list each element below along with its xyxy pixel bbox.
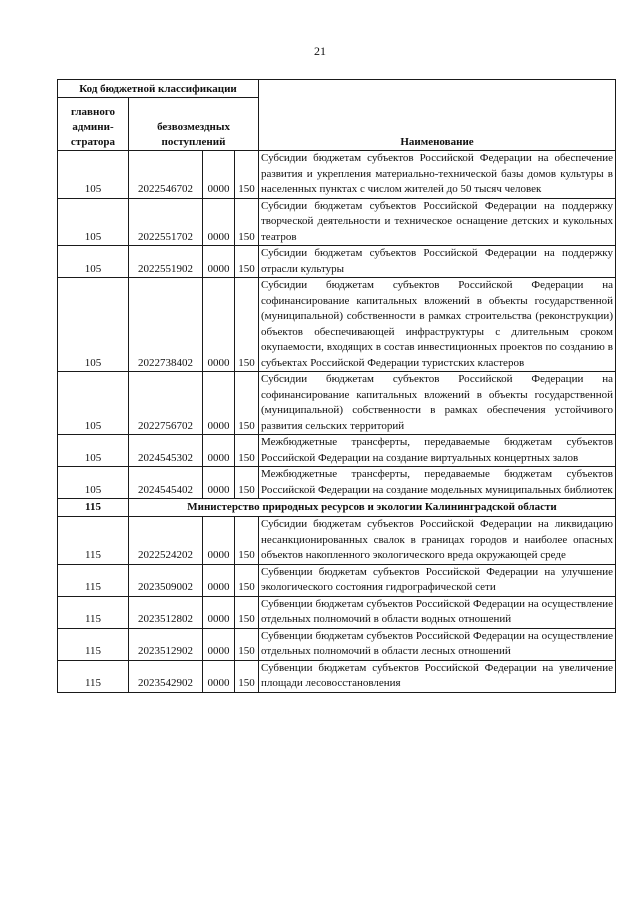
subtype-code-cell: 0000 [203,467,235,499]
subtype-code-cell: 0000 [203,660,235,692]
subtype-code-cell: 0000 [203,278,235,372]
element-code-cell: 150 [235,517,259,565]
admin-code-cell: 105 [58,151,129,199]
header-income-column: безвозмездных поступлений [129,98,259,151]
admin-code-cell: 115 [58,596,129,628]
table-row [58,564,616,596]
name-cell: Субвенции бюджетам субъектов Российской Федерации на увеличение площади лесовосстановления [259,660,616,692]
subtype-code-cell: 0000 [203,151,235,199]
name-cell: Субсидии бюджетам субъектов Российской Федерации на поддержку творческой деятельности и техническое оснащение детских и кукольных театров [259,198,616,246]
subtype-code-cell: 0000 [203,246,235,278]
admin-code-cell: 105 [58,246,129,278]
name-cell: Субсидии бюджетам субъектов Российской Федерации на софинансирование капитальных вложений в объекты государственной (муниципальной) собственности в рамках строительства (реконструкции) объектов обеспечивающей инфраструктуры с длительным сроком окупаемости, входящих в состав инвестиционных проектов по созданию в субъектах Российской Федерации туристских кластеров [259,278,616,372]
subtype-code-cell: 0000 [203,596,235,628]
ministry-name: Министерство природных ресурсов и экологии Калининградской области [129,499,616,517]
name-cell: Субсидии бюджетам субъектов Российской Федерации на софинансирование капитальных вложений в объекты государственной (муниципальной) собственности в рамках обеспечения устойчивого развития сельских территорий [259,372,616,435]
income-code-cell: 2023509002 [129,564,203,596]
table-row [58,517,616,565]
table-row [58,198,616,246]
table-row [58,151,616,199]
admin-code-cell: 105 [58,278,129,372]
table-row [58,372,616,435]
name-cell: Межбюджетные трансферты, передаваемые бюджетам субъектов Российской Федерации на создание модельных муниципальных библиотек [259,467,616,499]
element-code-cell: 150 [235,467,259,499]
table-row [58,435,616,467]
admin-code-cell: 105 [58,372,129,435]
income-code-cell: 2022551702 [129,198,203,246]
table-row [58,660,616,692]
name-cell: Субсидии бюджетам субъектов Российской Федерации на поддержку отрасли культуры [259,246,616,278]
admin-code-cell: 105 [58,435,129,467]
name-cell: Субсидии бюджетам субъектов Российской Федерации на обеспечение развития и укрепления материально-технической базы домов культуры в населенных пунктах с числом жителей до 50 тысяч человек [259,151,616,199]
name-cell: Субвенции бюджетам субъектов Российской Федерации на осуществление отдельных полномочий в области лесных отношений [259,628,616,660]
table-row [58,596,616,628]
income-code-cell: 2023512902 [129,628,203,660]
income-code-cell: 2024545402 [129,467,203,499]
income-code-cell: 2022738402 [129,278,203,372]
budget-classification-table [57,79,616,693]
income-code-cell: 2023512802 [129,596,203,628]
admin-code-cell: 105 [58,198,129,246]
admin-code-cell: 105 [58,467,129,499]
element-code-cell: 150 [235,435,259,467]
element-code-cell: 150 [235,151,259,199]
name-cell: Субвенции бюджетам субъектов Российской Федерации на осуществление отдельных полномочий в области водных отношений [259,596,616,628]
table-row [58,628,616,660]
table-row [58,278,616,372]
subtype-code-cell: 0000 [203,198,235,246]
subtype-code-cell: 0000 [203,564,235,596]
name-cell: Межбюджетные трансферты, передаваемые бюджетам субъектов Российской Федерации на создание виртуальных концертных залов [259,435,616,467]
header-row-group [58,80,616,98]
income-code-cell: 2022551902 [129,246,203,278]
subtype-code-cell: 0000 [203,628,235,660]
name-cell: Субсидии бюджетам субъектов Российской Федерации на ликвидацию несанкционированных свалок в границах городов и наиболее опасных объектов накопленного экологического вреда окружающей среде [259,517,616,565]
subtype-code-cell: 0000 [203,372,235,435]
ministry-row [58,499,616,517]
admin-code-cell: 115 [58,660,129,692]
subtype-code-cell: 0000 [203,435,235,467]
element-code-cell: 150 [235,564,259,596]
element-code-cell: 150 [235,372,259,435]
income-code-cell: 2022546702 [129,151,203,199]
header-admin-column: главного админи-стратора [58,98,129,151]
name-cell: Субвенции бюджетам субъектов Российской Федерации на улучшение экологического состояния гидрографической сети [259,564,616,596]
admin-code-cell: 115 [58,517,129,565]
table-row [58,246,616,278]
table-row [58,467,616,499]
element-code-cell: 150 [235,660,259,692]
admin-code-cell: 115 [58,628,129,660]
ministry-admin-code: 115 [58,499,129,517]
admin-code-cell: 115 [58,564,129,596]
element-code-cell: 150 [235,596,259,628]
income-code-cell: 2024545302 [129,435,203,467]
element-code-cell: 150 [235,278,259,372]
page-number: 21 [314,44,326,58]
element-code-cell: 150 [235,198,259,246]
element-code-cell: 150 [235,628,259,660]
header-group-title: Код бюджетной классификации [58,80,259,98]
income-code-cell: 2022524202 [129,517,203,565]
income-code-cell: 2023542902 [129,660,203,692]
element-code-cell: 150 [235,246,259,278]
income-code-cell: 2022756702 [129,372,203,435]
subtype-code-cell: 0000 [203,517,235,565]
header-name-column: Наименование [259,80,616,151]
